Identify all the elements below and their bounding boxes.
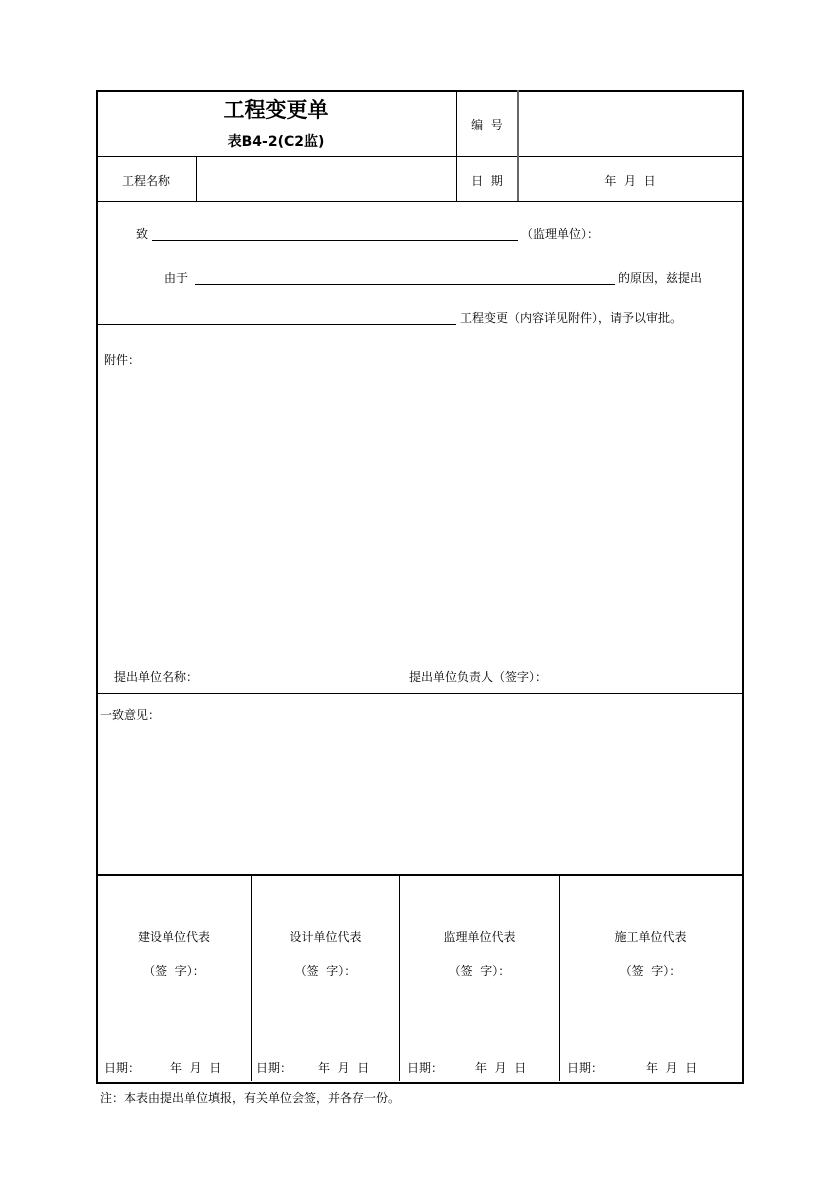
- proposer-head-label: 提出单位负责人（签字）：: [409, 670, 548, 684]
- sig-date-label: 日期：: [256, 1061, 293, 1075]
- sig-sign[interactable]: （签 字）：: [619, 964, 682, 978]
- sig-date-label: 日期：: [567, 1061, 604, 1075]
- sig-date-label: 日期：: [104, 1061, 141, 1075]
- form-title: 工程变更单: [223, 98, 329, 122]
- divider: [96, 874, 742, 876]
- sig-sign[interactable]: （签 字）：: [448, 964, 511, 978]
- date-field[interactable]: 年 月 日: [604, 174, 656, 188]
- reason-input[interactable]: [195, 272, 615, 285]
- reason-prefix: 由于: [164, 271, 189, 285]
- reason-suffix: 的原因，兹提出: [618, 271, 703, 285]
- sig-date[interactable]: 年 月 日: [646, 1061, 698, 1075]
- sig-title: 监理单位代表: [443, 930, 516, 944]
- sig-date[interactable]: 年 月 日: [475, 1061, 527, 1075]
- form-code: 表B4-2(C2监): [227, 134, 325, 150]
- supervisor-unit-input[interactable]: [152, 228, 518, 241]
- divider: [96, 201, 742, 202]
- divider: [96, 693, 742, 694]
- sig-sign[interactable]: （签 字）：: [294, 964, 357, 978]
- sig-title: 建设单位代表: [137, 930, 210, 944]
- change-input[interactable]: [97, 312, 456, 325]
- sig-sign[interactable]: （签 字）：: [143, 964, 205, 978]
- to-suffix: （监理单位）：: [521, 227, 600, 241]
- opinion-label: 一致意见：: [100, 708, 161, 722]
- sig-date[interactable]: 年 月 日: [170, 1061, 222, 1075]
- sig-date-label: 日期：: [407, 1061, 444, 1075]
- sig-title: 设计单位代表: [289, 930, 362, 944]
- sig-date[interactable]: 年 月 日: [318, 1061, 370, 1075]
- attachment-label: 附件：: [104, 353, 141, 367]
- proposer-unit-label: 提出单位名称：: [114, 670, 199, 684]
- sig-title: 施工单位代表: [614, 930, 687, 944]
- project-name-label: 工程名称: [121, 174, 170, 188]
- number-label: 编 号: [471, 118, 503, 132]
- footnote: 注：本表由提出单位填报，有关单位会签，并各存一份。: [100, 1091, 401, 1105]
- number-field[interactable]: [520, 92, 740, 155]
- to-prefix: 致: [136, 227, 149, 241]
- change-suffix: 工程变更（内容详见附件），请予以审批。: [460, 311, 683, 325]
- date-label: 日 期: [471, 174, 503, 188]
- project-name-field[interactable]: [197, 157, 456, 201]
